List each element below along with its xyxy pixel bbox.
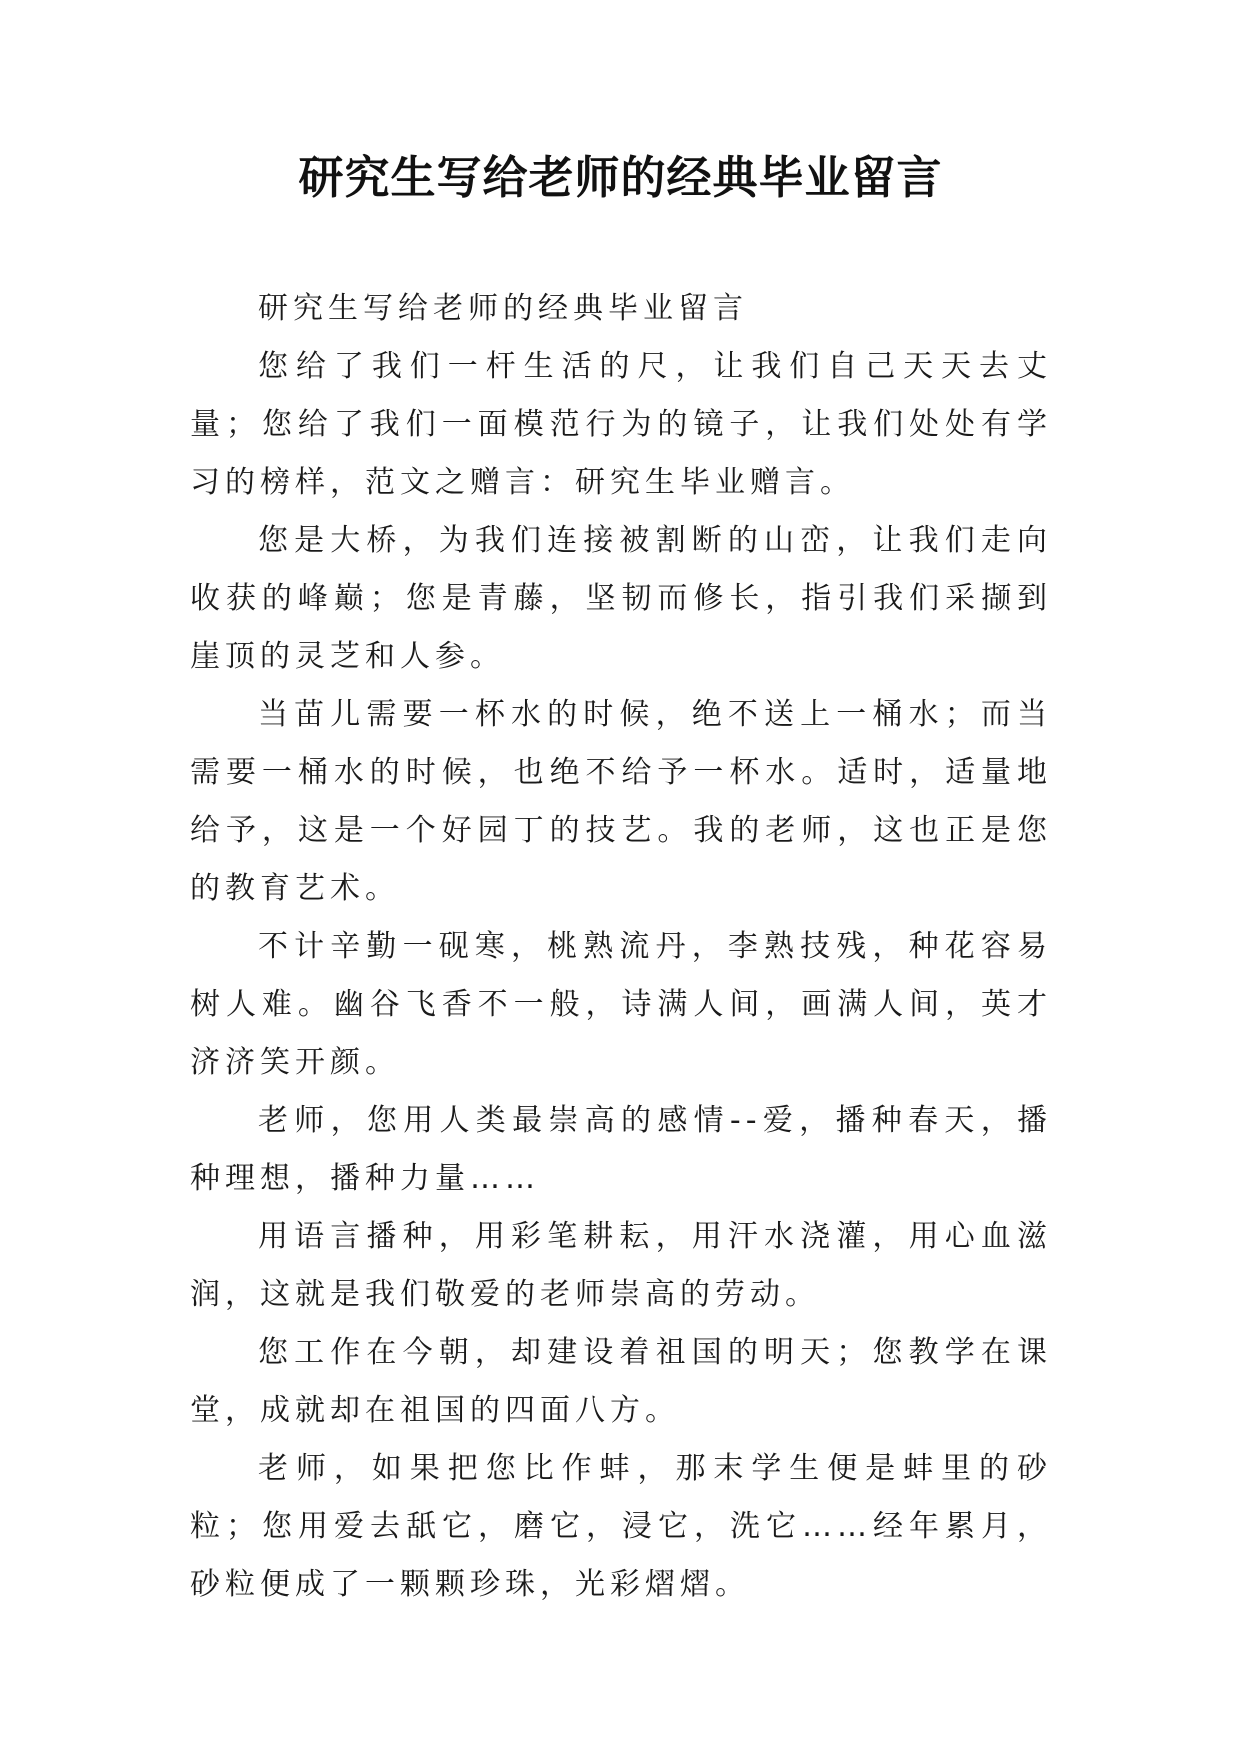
paragraph: 当苗儿需要一杯水的时候，绝不送上一桶水；而当需要一桶水的时候，也绝不给予一杯水。适时，适量地给予，这是一个好园丁的技艺。我的老师，这也正是您的教育艺术。 — [190, 697, 1052, 906]
document-body — [190, 280, 1052, 1614]
paragraph: 不计辛勤一砚寒，桃熟流丹，李熟技残，种花容易树人难。幽谷飞香不一般，诗满人间，画满人间，英才济济笑开颜。 — [190, 929, 1052, 1080]
paragraph: 用语言播种，用彩笔耕耘，用汗水浇灌，用心血滋润，这就是我们敬爱的老师崇高的劳动。 — [190, 1219, 1052, 1312]
paragraph: 老师，您用人类最崇高的感情--爱，播种春天，播种理想，播种力量…… — [190, 1103, 1052, 1196]
paragraph: 您工作在今朝，却建设着祖国的明天；您教学在课堂，成就却在祖国的四面八方。 — [190, 1335, 1052, 1428]
paragraph: 您是大桥，为我们连接被割断的山峦，让我们走向收获的峰巅；您是青藤，坚韧而修长，指引我们采撷到崖顶的灵芝和人参。 — [190, 523, 1052, 674]
paragraph: 您给了我们一杆生活的尺，让我们自己天天去丈量；您给了我们一面模范行为的镜子，让我们处处有学习的榜样，范文之赠言：研究生毕业赠言。 — [190, 349, 1052, 500]
document-title: 研究生写给老师的经典毕业留言 — [298, 151, 943, 204]
paragraph-heading: 研究生写给老师的经典毕业留言 — [258, 291, 748, 326]
paragraph: 老师，如果把您比作蚌，那末学生便是蚌里的砂粒；您用爱去舐它，磨它，浸它，洗它……经年累月，砂粒便成了一颗颗珍珠，光彩熠熠。 — [190, 1451, 1052, 1602]
